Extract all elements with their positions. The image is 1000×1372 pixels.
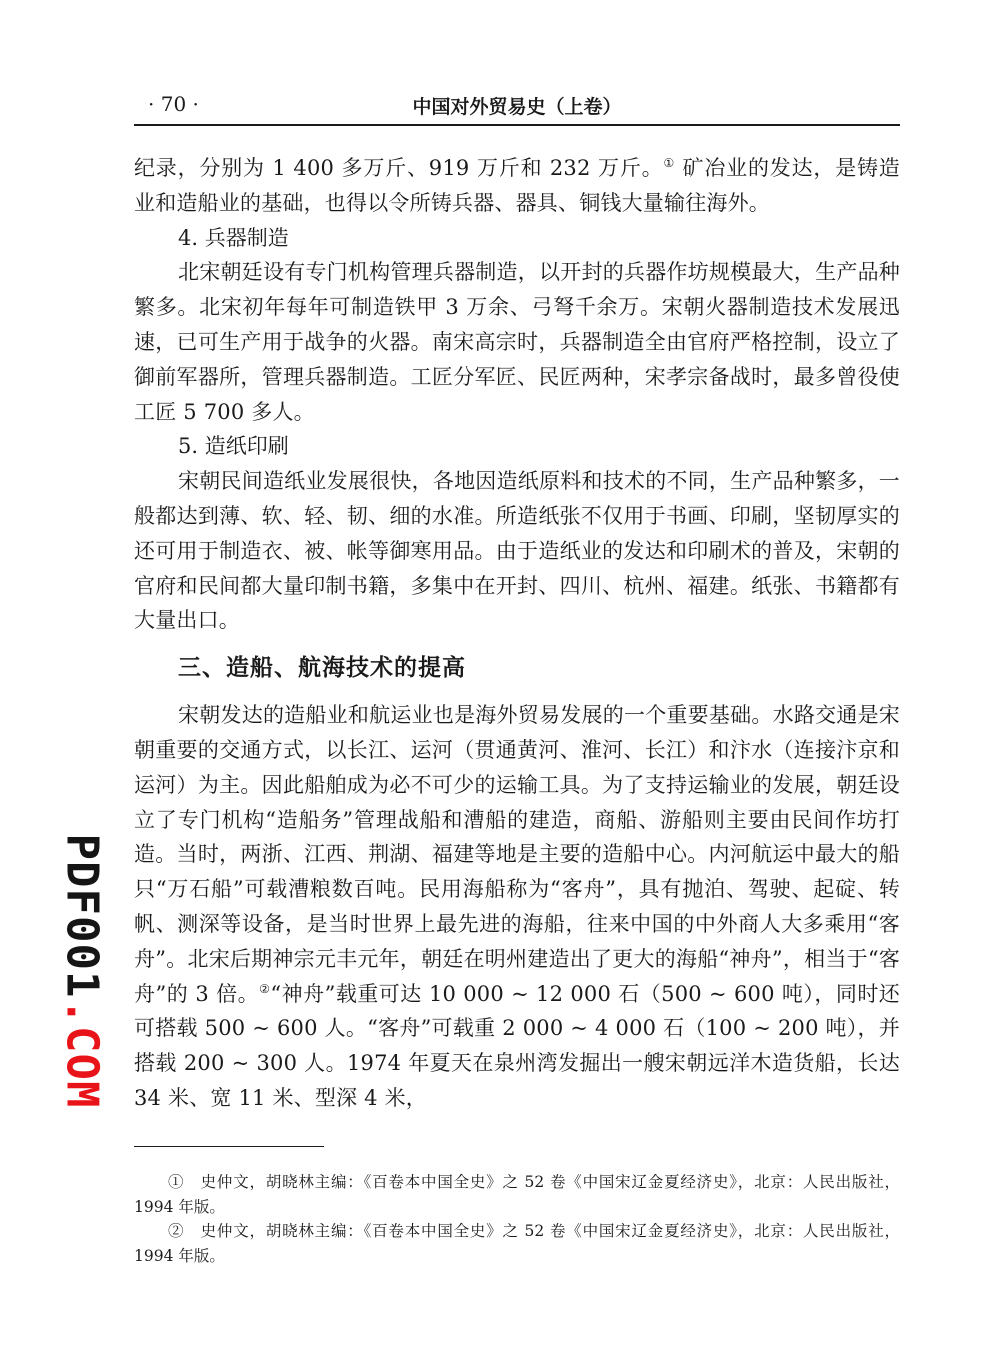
footnotes [134,1170,900,1268]
section-heading: 三、造船、航海技术的提高 [178,655,466,682]
paragraph-text: 矿冶业的发达，是铸造业和造船业的基础，也得以令所铸兵器、器具、铜钱大量输往海外。 [134,156,901,215]
paragraph-text: “神舟”载重可达 10 000 ~ 12 000 石（500 ~ 600 吨），同时还可搭载 500 ~ 600 人。“客舟”可载重 2 000 ~ 4 000 石（100 ~ 200 吨），并搭载 200 ~ 300 人。1974 年夏天在泉州湾发掘出一艘宋朝远洋木造货船，长达 34 米、宽 11 米、型深 4 米， [134,981,901,1110]
paragraph-shipbuilding [134,698,900,1116]
running-title: 中国对外贸易史（上卷） [412,96,622,118]
paragraph-metallurgy [134,151,900,221]
page-number: · 70 · [148,92,199,116]
watermark-text [57,834,108,1109]
footnote-ref-1[interactable]: ① [663,156,676,170]
subheading-papermaking: 5. 造纸印刷 [178,434,289,459]
paragraph-text: 纪录，分别为 1 400 多万斤、919 万斤和 232 万斤。 [134,156,664,180]
watermark-part-2: .COM [56,998,108,1109]
footnote-1: ① 史仲文，胡晓林主编：《百卷本中国全史》之 52 卷《中国宋辽金夏经济史》，北京：人民出版社，1994 年版。 [134,1173,900,1216]
watermark [52,833,112,1109]
paragraph-weapons: 北宋朝廷设有专门机构管理兵器制造，以开封的兵器作坊规模最大，生产品种繁多。北宋初年每年可制造铁甲 3 万余、弓弩千余万。宋朝火器制造技术发展迅速，已可生产用于战争的火器。南宋高宗时，兵器制造全由官府严格控制，设立了御前军器所，管理兵器制造。工匠分军匠、民匠两种，宋孝宗备战时，最多曾役使工匠 5 700 多人。 [134,260,900,424]
header-rule [134,124,900,126]
subheading-weapons: 4. 兵器制造 [178,225,289,250]
paragraph-papermaking: 宋朝民间造纸业发展很快，各地因造纸原料和技术的不同，生产品种繁多，一般都达到薄、软、轻、韧、细的水准。所造纸张不仅用于书画、印刷，坚韧厚实的还可用于制造衣、被、帐等御寒用品。由于造纸业的发达和印刷术的普及，宋朝的官府和民间都大量印制书籍，多集中在开封、四川、杭州、福建。纸张、书籍都有大量出口。 [134,469,900,633]
footnote-2: ② 史仲文，胡晓林主编：《百卷本中国全史》之 52 卷《中国宋辽金夏经济史》，北京：人民出版社，1994 年版。 [134,1222,900,1265]
body-text [134,151,900,1116]
watermark-part-1: PDF001 [56,833,108,999]
paragraph-text: 宋朝发达的造船业和航运业也是海外贸易发展的一个重要基础。水路交通是宋朝重要的交通方式，以长江、运河（贯通黄河、淮河、长江）和汴水（连接汴京和运河）为主。因此船舶成为必不可少的运输工具。为了支持运输业的发展，朝廷设立了专门机构“造船务”管理战船和漕船的建造，商船、游船则主要由民间作坊打造。当时，两浙、江西、荆湖、福建等地是主要的造船中心。内河航运中最大的船只“万石船”可载漕粮数百吨。民用海船称为“客舟”，具有抛泊、驾驶、起碇、转帆、测深等设备，是当时世界上最先进的海船，往来中国的中外商人大多乘用“客舟”。北宋后期神宗元丰元年，朝廷在明州建造出了更大的海船“神舟”，相当于“客舟”的 3 倍。 [134,703,900,1006]
footnote-ref-2[interactable]: ② [259,981,271,996]
page-header [134,92,900,122]
footnote-rule [134,1146,324,1147]
